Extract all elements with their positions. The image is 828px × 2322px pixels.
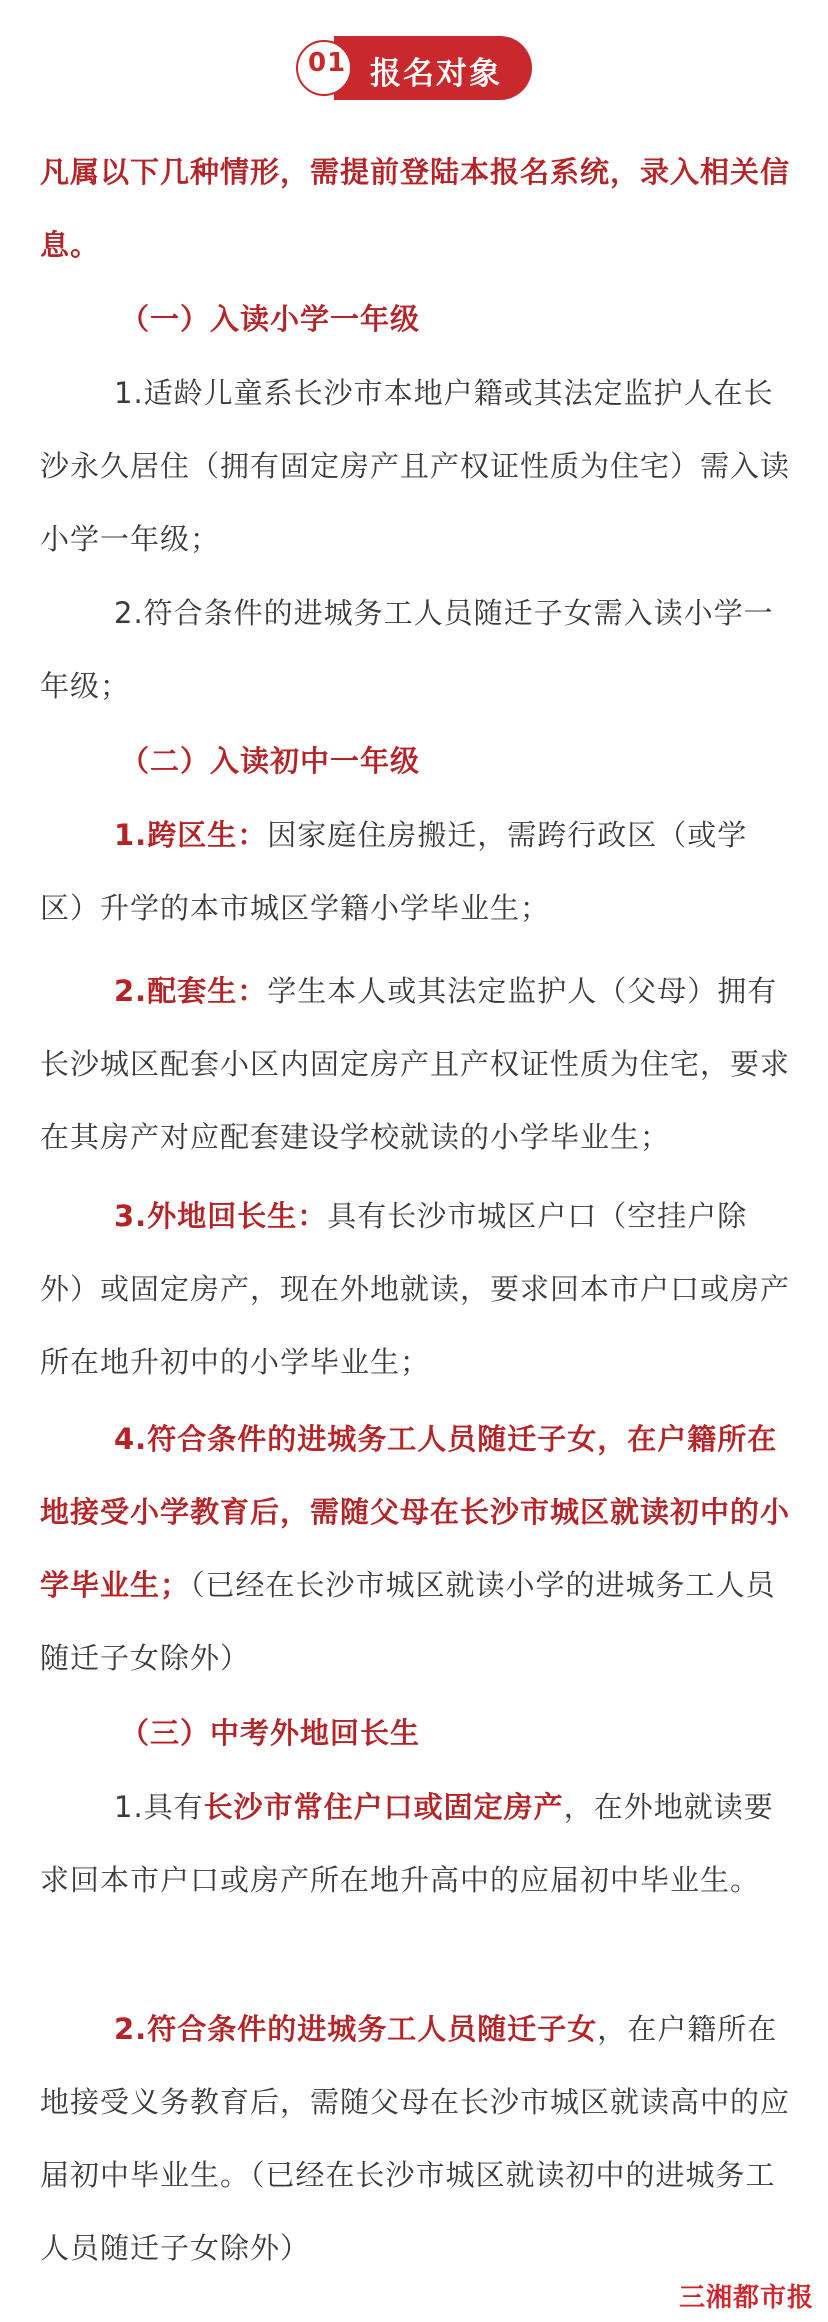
section-badge	[296, 36, 546, 104]
s3-item1-pre: 1.具有	[114, 1790, 204, 1824]
item4-bold: 4.符合条件的进城务工人员随迁子女，在户籍所在地接受小学教育后，需随父母在长沙市城区就读初中的小学毕业生；	[40, 1422, 791, 1602]
item1-label: 1.跨区生：	[114, 818, 268, 852]
item1-text: 因家庭住房搬迁，需跨行政区（或学区）升学的本市城区学籍小学毕业生；	[40, 818, 748, 925]
section2-heading: （二）入读初中一年级	[120, 744, 421, 778]
section1-item1: 1.适龄儿童系长沙市本地户籍或其法定监护人在长沙永久居住（拥有固定房产且产权证性质为住宅）需入读小学一年级；	[40, 376, 791, 556]
s3-item1-post: ，在外地就读要求回本市户口或房产所在地升高中的应届初中毕业生。	[40, 1790, 774, 1897]
section3-item2	[40, 1993, 790, 2285]
s3-item2-post: ，在户籍所在地接受义务教育后，需随父母在长沙市城区就读高中的应届初中毕业生。（已经在长沙市城区就读初中的进城务工人员随迁子女除外）	[40, 2012, 791, 2265]
item4-text: （已经在长沙市城区就读小学的进城务工人员随迁子女除外）	[40, 1568, 776, 1675]
section2-item1	[40, 799, 790, 945]
s3-item1-red: 长沙市常住户口或固定房产	[203, 1790, 564, 1824]
section1-item2: 2.符合条件的进城务工人员随迁子女需入读小学一年级；	[40, 596, 774, 703]
badge-title: 报名对象	[370, 56, 502, 92]
section2-item2	[40, 955, 790, 1174]
item3-text: 具有长沙市城区户口（空挂户除外）或固定房产，现在外地就读，要求回本市户口或房产所在地升初中的小学毕业生；	[40, 1199, 791, 1379]
item2-text: 学生本人或其法定监护人（父母）拥有长沙城区配套小区内固定房产且产权证性质为住宅，要求在其房产对应配套建设学校就读的小学毕业生；	[40, 974, 791, 1154]
section1-heading: （一）入读小学一年级	[120, 302, 421, 336]
intro-text: 凡属以下几种情形，需提前登陆本报名系统，录入相关信息。	[40, 155, 791, 262]
s3-item2-red: 2.符合条件的进城务工人员随迁子女	[114, 2012, 598, 2046]
item2-label: 2.配套生：	[114, 974, 268, 1008]
section2-item4	[40, 1403, 790, 1695]
section3-item1	[40, 1771, 790, 1917]
section2-item3	[40, 1180, 790, 1399]
section3-heading: （三）中考外地回长生	[120, 1716, 421, 1750]
badge-number: 01	[308, 48, 347, 78]
item3-label: 3.外地回长生：	[114, 1199, 328, 1233]
newspaper-logo: 三湘都市报	[678, 2283, 814, 2313]
